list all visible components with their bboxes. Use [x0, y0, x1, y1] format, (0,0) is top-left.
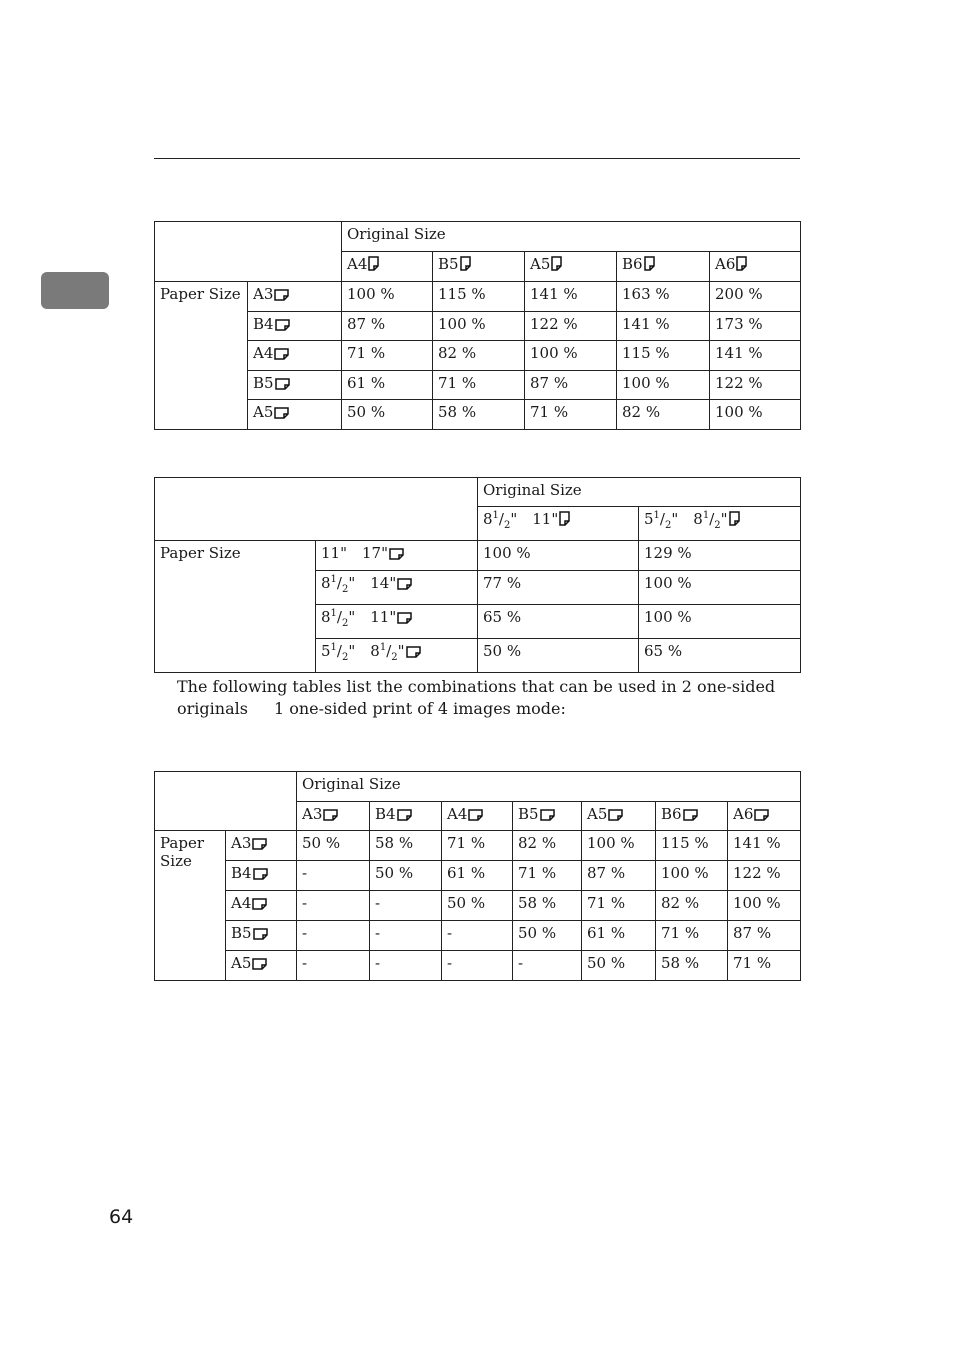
row-header: $8^1/_2$" 14" — [316, 571, 478, 605]
table-cell: - — [297, 891, 370, 921]
table-cell: 71 % — [525, 400, 617, 430]
body-paragraph — [177, 676, 799, 720]
original-size-header: Original Size — [478, 478, 801, 507]
table-cell: 65 % — [639, 639, 801, 673]
portrait-paper-icon — [644, 256, 655, 275]
table-row — [155, 891, 801, 921]
table-cell: 50 % — [442, 891, 513, 921]
row-header: A3 — [248, 282, 342, 312]
table-cell: 61 % — [442, 861, 513, 891]
portrait-paper-icon — [551, 256, 562, 275]
table-cell: 87 % — [582, 861, 656, 891]
column-header: $5^1/_2$" $8^1/_2$" — [639, 507, 801, 541]
table-cell: - — [370, 891, 442, 921]
table-row — [155, 921, 801, 951]
table-row — [155, 951, 801, 981]
landscape-paper-icon — [608, 807, 623, 825]
column-header: A3 — [297, 802, 370, 831]
column-header: A5 — [525, 252, 617, 282]
table-cell: 163 % — [617, 282, 710, 312]
original-size-header: Original Size — [297, 772, 801, 802]
table-cell: 71 % — [442, 831, 513, 861]
table-cell: 141 % — [525, 282, 617, 312]
table-cell: 71 % — [433, 371, 525, 400]
table-cell: 65 % — [478, 605, 639, 639]
table-cell: 50 % — [342, 400, 433, 430]
column-header: A6 — [710, 252, 801, 282]
row-header: B4 — [248, 312, 342, 341]
table-cell: 71 % — [342, 341, 433, 371]
table-cell: 50 % — [513, 921, 582, 951]
table-cell: 71 % — [728, 951, 801, 981]
table-cell: 71 % — [513, 861, 582, 891]
chapter-tab — [41, 272, 109, 309]
landscape-paper-icon — [754, 807, 769, 825]
row-header: A4 — [226, 891, 297, 921]
table-cell: - — [442, 951, 513, 981]
table-cell: 200 % — [710, 282, 801, 312]
column-header: A4 — [342, 252, 433, 282]
portrait-paper-icon — [460, 256, 471, 275]
table-cell: 71 % — [582, 891, 656, 921]
table-row — [155, 341, 801, 371]
paper-size-label: Paper Size — [155, 541, 316, 673]
landscape-paper-icon — [468, 807, 483, 825]
table-cell: 87 % — [342, 312, 433, 341]
table-cell: 87 % — [728, 921, 801, 951]
column-header: B6 — [656, 802, 728, 831]
table-cell: 173 % — [710, 312, 801, 341]
column-header: B4 — [370, 802, 442, 831]
landscape-paper-icon — [397, 807, 412, 825]
table-cell: 58 % — [656, 951, 728, 981]
paragraph-line-1: The following tables list the combinations that can be used in 2 one-sided — [177, 677, 776, 696]
landscape-paper-icon — [275, 317, 290, 335]
table-cell: 100 % — [617, 371, 710, 400]
landscape-paper-icon — [274, 405, 289, 423]
landscape-paper-icon — [683, 807, 698, 825]
row-header: B5 — [248, 371, 342, 400]
table-cell: 58 % — [513, 891, 582, 921]
table-inch-reduction — [154, 477, 801, 673]
table-cell: 141 % — [617, 312, 710, 341]
landscape-paper-icon — [252, 836, 267, 854]
row-header: B4 — [226, 861, 297, 891]
column-header: $8^1/_2$" 11" — [478, 507, 639, 541]
column-header: B6 — [617, 252, 710, 282]
table-corner — [155, 772, 297, 831]
row-header: $5^1/_2$" $8^1/_2$" — [316, 639, 478, 673]
page-number: 64 — [109, 1206, 134, 1228]
row-header: A3 — [226, 831, 297, 861]
table-cell: 141 % — [710, 341, 801, 371]
table-cell: 115 % — [617, 341, 710, 371]
landscape-paper-icon — [323, 807, 338, 825]
table-cell: 58 % — [433, 400, 525, 430]
table-cell: 61 % — [342, 371, 433, 400]
table-corner — [155, 478, 478, 541]
table-cell: 71 % — [656, 921, 728, 951]
row-header: A4 — [248, 341, 342, 371]
table-cell: 115 % — [656, 831, 728, 861]
table-cell: 122 % — [728, 861, 801, 891]
table-cell: 100 % — [478, 541, 639, 571]
table-cell: 122 % — [710, 371, 801, 400]
table-cell: 115 % — [433, 282, 525, 312]
landscape-paper-icon — [406, 644, 421, 662]
column-header: B5 — [513, 802, 582, 831]
table-cell: 129 % — [639, 541, 801, 571]
paragraph-line-2b: 1 one-sided print of 4 images mode: — [273, 699, 566, 718]
table-cell: 50 % — [478, 639, 639, 673]
table-cell: 100 % — [656, 861, 728, 891]
landscape-paper-icon — [275, 376, 290, 394]
landscape-paper-icon — [274, 346, 289, 364]
table-cell: 100 % — [710, 400, 801, 430]
column-header: A4 — [442, 802, 513, 831]
paragraph-line-2a: originals — [177, 699, 248, 718]
paper-size-label: Paper Size — [155, 831, 226, 981]
landscape-paper-icon — [252, 956, 267, 974]
portrait-paper-icon — [368, 256, 379, 275]
table-row — [155, 400, 801, 430]
table-cell: 50 % — [297, 831, 370, 861]
table-cell: - — [297, 951, 370, 981]
landscape-paper-icon — [252, 896, 267, 914]
table-cell: 58 % — [370, 831, 442, 861]
table-cell: - — [442, 921, 513, 951]
landscape-paper-icon — [397, 610, 412, 628]
portrait-paper-icon — [559, 511, 570, 530]
table-cell: 100 % — [433, 312, 525, 341]
table-cell: 50 % — [582, 951, 656, 981]
landscape-paper-icon — [253, 866, 268, 884]
row-header: B5 — [226, 921, 297, 951]
row-header: $8^1/_2$" 11" — [316, 605, 478, 639]
paper-size-label: Paper Size — [155, 282, 248, 430]
column-header: A6 — [728, 802, 801, 831]
table-metric-reduction — [154, 221, 801, 430]
landscape-paper-icon — [389, 546, 404, 564]
column-header: B5 — [433, 252, 525, 282]
table-cell: 82 % — [656, 891, 728, 921]
table-cell: 122 % — [525, 312, 617, 341]
table-row — [155, 312, 801, 341]
table-row — [155, 371, 801, 400]
table-cell: - — [513, 951, 582, 981]
table-cell: 100 % — [639, 605, 801, 639]
portrait-paper-icon — [736, 256, 747, 275]
row-header: A5 — [226, 951, 297, 981]
table-cell: 82 % — [433, 341, 525, 371]
table-corner — [155, 222, 342, 282]
table-cell: - — [297, 861, 370, 891]
table-row — [155, 282, 801, 312]
row-header: 11" 17" — [316, 541, 478, 571]
row-header: A5 — [248, 400, 342, 430]
table-cell: - — [370, 951, 442, 981]
table-cell: 61 % — [582, 921, 656, 951]
portrait-paper-icon — [729, 511, 740, 530]
table-cell: 82 % — [513, 831, 582, 861]
table-cell: 141 % — [728, 831, 801, 861]
table-cell: 100 % — [525, 341, 617, 371]
table-row — [155, 831, 801, 861]
table-row — [155, 541, 801, 571]
landscape-paper-icon — [253, 926, 268, 944]
column-header: A5 — [582, 802, 656, 831]
table-cell: 82 % — [617, 400, 710, 430]
table-cell: 87 % — [525, 371, 617, 400]
table-four-images-reduction — [154, 771, 801, 981]
table-cell: 100 % — [639, 571, 801, 605]
table-cell: 100 % — [342, 282, 433, 312]
header-rule — [154, 158, 800, 159]
table-cell: - — [370, 921, 442, 951]
original-size-header: Original Size — [342, 222, 801, 252]
table-cell: 100 % — [582, 831, 656, 861]
table-cell: 50 % — [370, 861, 442, 891]
table-cell: 100 % — [728, 891, 801, 921]
table-cell: 77 % — [478, 571, 639, 605]
landscape-paper-icon — [274, 287, 289, 305]
landscape-paper-icon — [540, 807, 555, 825]
table-cell: - — [297, 921, 370, 951]
landscape-paper-icon — [397, 576, 412, 594]
table-row — [155, 861, 801, 891]
